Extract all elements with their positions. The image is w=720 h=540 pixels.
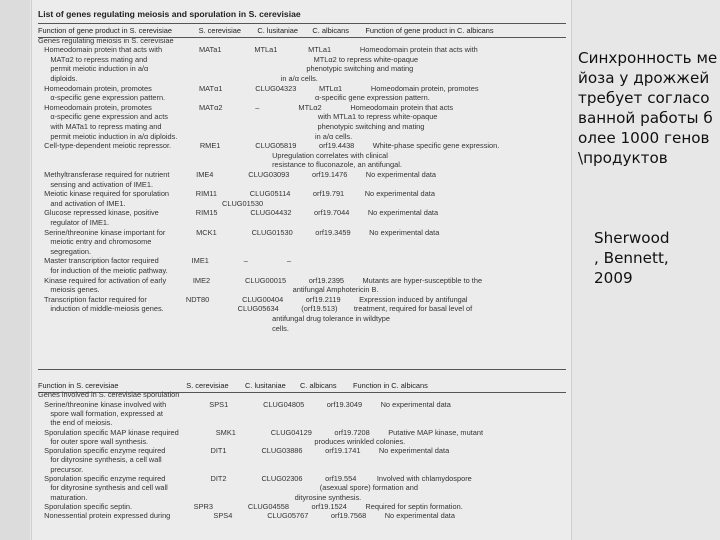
table-row: Cell-type-dependent meiotic repressor. RME1 CLUG05819 orf19.4438 White-phase specific gene expression. (38, 141, 500, 151)
table-row: Sporulation specific septin. SPR3 CLUG04558 orf19.1524 Required for septin formation. (38, 501, 463, 511)
table-row: for dityrosine synthesis and cell wall (asexual spore) formation and (38, 483, 418, 493)
table-row: meiotic entry and chromosome (38, 237, 152, 247)
table-top-rule (38, 23, 566, 24)
table-row: Upregulation correlates with clinical (38, 150, 388, 160)
table-row: permit meiotic induction in a/α diploids. in a/α cells. (38, 131, 353, 141)
side-text: Синхронность мейоза у дрожжей требует согласованной работы более 1000 генов\продуктов (578, 49, 718, 167)
table-row: diploids. in a/α cells. (38, 74, 318, 83)
table-row: Master transcription factor required IME1 – – (38, 256, 292, 266)
citation-line-1: Sherwood (594, 229, 670, 247)
table-row: permit meiotic induction in a/α phenotypic switching and mating (38, 64, 414, 74)
table-row: with MATa1 to repress mating and phenotypic switching and mating (38, 122, 425, 131)
table-row: α-specific gene expression pattern. α-specific gene expression pattern. (38, 93, 430, 103)
table-row: Genes involved in S. cerevisiae sporulation (38, 390, 180, 400)
table-row: precursor. (38, 464, 84, 474)
table-row: antifungal drug tolerance in wildtype (38, 314, 390, 323)
table-row: Homeodomain protein that acts with MATa1 MTLa1 MTLa1 Homeodomain protein that acts with (38, 45, 478, 55)
table-row: Nonessential protein expressed during SPS4 CLUG05767 orf19.7568 No experimental data (38, 511, 455, 521)
table-divider-rule (38, 369, 566, 370)
table-row: segregation. (38, 246, 91, 256)
table-row: resistance to fluconazole, an antifungal. (38, 160, 402, 170)
table-row: Meiotic kinase required for sporulation RIM11 CLUG05114 orf19.791 No experimental data (38, 189, 435, 199)
table-row: Transcription factor required for NDT80 CLUG00404 orf19.2119 Expression induced by antifungal (38, 294, 468, 304)
table-row: sensing and activation of IME1. (38, 179, 154, 189)
table-row: Glucose repressed kinase, positive RIM15 CLUG04432 orf19.7044 No experimental data (38, 208, 439, 218)
table-row: Methyltransferase required for nutrient IME4 CLUG03093 orf19.1476 No experimental data (38, 170, 437, 179)
table-row: spore wall formation, expressed at (38, 408, 163, 418)
table-row: regulator of IME1. (38, 218, 110, 227)
table-caption: List of genes regulating meiosis and sporulation in S. cerevisiae (38, 9, 301, 19)
left-margin-strip (0, 0, 30, 540)
table-row: α-specific gene expression and acts with MTLa1 to repress white-opaque (38, 112, 438, 122)
table-header-row: Function of gene product in S. cerevisiae S. cerevisiae C. lusitaniae C. albicans Function of gene product in C. albicans (38, 26, 494, 35)
citation-line-3: 2009 (594, 269, 633, 287)
table-row: for outer spore wall synthesis. produces wrinkled colonies. (38, 436, 406, 446)
citation (594, 228, 718, 288)
table-row: Serine/threonine kinase involved with SPS1 CLUG04805 orf19.3049 No experimental data (38, 399, 451, 409)
table-row: for induction of the meiotic pathway. (38, 266, 168, 275)
table-row: the end of meiosis. (38, 418, 113, 428)
table-row: cells. (38, 323, 289, 333)
gene-table-image (31, 0, 572, 540)
table-row: meiosis genes. antifungal Amphotericin B. (38, 285, 379, 295)
table-row: Sporulation specific enzyme required DIT2 CLUG02306 orf19.554 Involved with chlamydospore (38, 474, 472, 483)
table-row: MATα2 to repress mating and MTLα2 to repress white-opaque (38, 54, 419, 64)
table-row: for dityrosine synthesis, a cell wall (38, 455, 162, 465)
table-row: Kinase required for activation of early IME2 CLUG00015 orf19.2395 Mutants are hyper-susceptible to the (38, 275, 483, 285)
table-row: Genes regulating meiosis in S. cerevisiae (38, 35, 174, 45)
citation-line-2: , Bennett, (594, 249, 669, 267)
table-row: Sporulation specific MAP kinase required SMK1 CLUG04129 orf19.7208 Putative MAP kinase, mutant (38, 427, 484, 437)
table-header-row: Function in S. cerevisiae S. cerevisiae C. lusitaniae C. albicans Function in C. albicans (38, 381, 428, 390)
table-row: Homeodomain protein, promotes MATα1 CLUG04323 MTLα1 Homeodomain protein, promotes (38, 83, 479, 93)
table-row: and activation of IME1. CLUG01530 (38, 198, 264, 208)
table-row: Serine/threonine kinase important for MCK1 CLUG01530 orf19.3459 No experimental data (38, 227, 440, 237)
table-row: induction of middle-meiosis genes. CLUG05634 (orf19.513) treatment, required for basal level of (38, 304, 473, 314)
table-row: Homeodomain protein, promotes MATα2 – MTLα2 Homeodomain protein that acts (38, 102, 454, 112)
table-row: Sporulation specific enzyme required DIT1 CLUG03886 orf19.1741 No experimental data (38, 446, 450, 456)
table-row: maturation. dityrosine synthesis. (38, 492, 362, 502)
